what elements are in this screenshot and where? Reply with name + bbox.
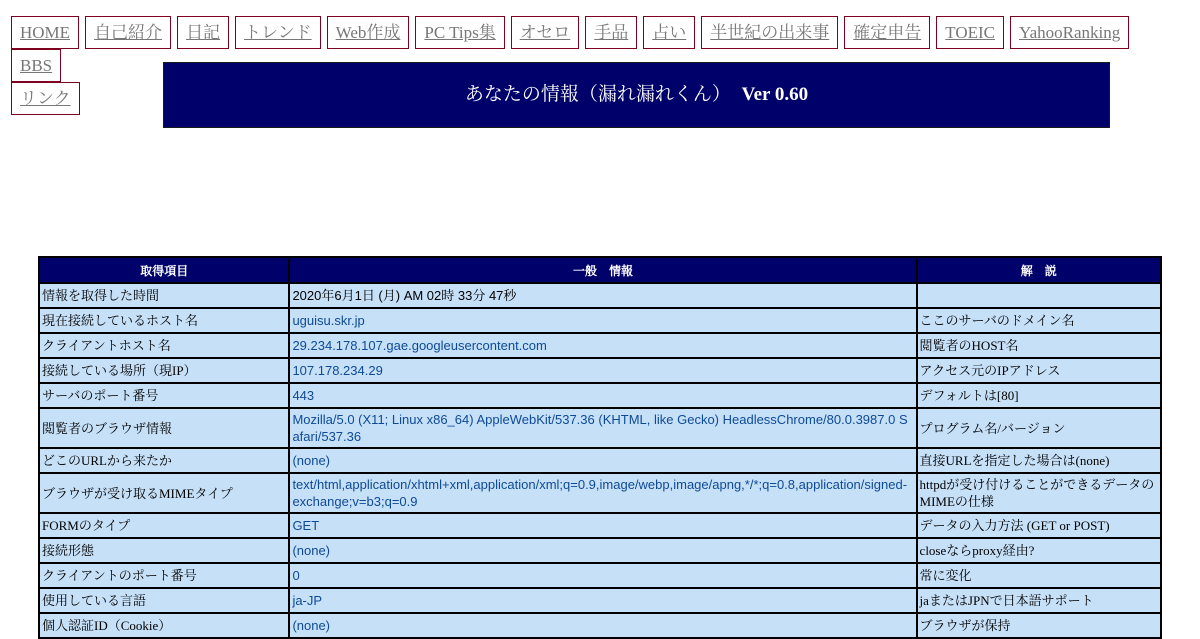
table-row — [39, 588, 1161, 613]
nav-link-links[interactable]: リンク — [11, 82, 80, 115]
row-note: ブラウザが保持 — [917, 613, 1161, 638]
nav-link-othello[interactable]: オセロ — [511, 16, 580, 49]
row-note — [917, 283, 1161, 308]
row-value: (none) — [289, 448, 916, 473]
nav-link-tax[interactable]: 確定申告 — [844, 16, 930, 49]
row-item: 接続形態 — [39, 538, 289, 563]
row-note: jaまたはJPNで日本語サポート — [917, 588, 1161, 613]
header-note: 解 説 — [917, 257, 1161, 283]
page-title-banner — [163, 62, 1110, 128]
row-value: 107.178.234.29 — [289, 358, 916, 383]
nav-link-home[interactable]: HOME — [11, 16, 79, 49]
row-note: アクセス元のIPアドレス — [917, 358, 1161, 383]
row-value: GET — [289, 513, 916, 538]
row-item: 現在接続しているホスト名 — [39, 308, 289, 333]
row-item: クライアントホスト名 — [39, 333, 289, 358]
row-item: 使用している言語 — [39, 588, 289, 613]
table-row — [39, 408, 1161, 448]
row-note: httpdが受け付けることができるデータのMIMEの仕様 — [917, 473, 1161, 513]
nav-link-toeic[interactable]: TOEIC — [936, 16, 1004, 49]
table-row — [39, 358, 1161, 383]
row-item: 接続している場所（現IP） — [39, 358, 289, 383]
row-note: デフォルトは[80] — [917, 383, 1161, 408]
row-note: プログラム名/バージョン — [917, 408, 1161, 448]
row-note: 常に変化 — [917, 563, 1161, 588]
header-info: 一般 情報 — [289, 257, 916, 283]
row-note: ここのサーバのドメイン名 — [917, 308, 1161, 333]
row-value: 29.234.178.107.gae.googleusercontent.com — [289, 333, 916, 358]
row-item: サーバのポート番号 — [39, 383, 289, 408]
row-note: 閲覧者のHOST名 — [917, 333, 1161, 358]
row-note: データの入力方法 (GET or POST) — [917, 513, 1161, 538]
table-row — [39, 333, 1161, 358]
table-row — [39, 383, 1161, 408]
row-item: 閲覧者のブラウザ情報 — [39, 408, 289, 448]
nav-link-trend[interactable]: トレンド — [235, 16, 321, 49]
row-item: どこのURLから来たか — [39, 448, 289, 473]
nav-link-diary[interactable]: 日記 — [177, 16, 229, 49]
row-note: 直接URLを指定した場合は(none) — [917, 448, 1161, 473]
nav-link-profile[interactable]: 自己紹介 — [85, 16, 171, 49]
table-header-row — [39, 257, 1161, 283]
version-label: Ver 0.60 — [741, 84, 809, 105]
nav-link-magic[interactable]: 手品 — [585, 16, 637, 49]
row-item: 個人認証ID（Cookie） — [39, 613, 289, 638]
row-value: 2020年6月1日 (月) AM 02時 33分 47秒 — [289, 283, 916, 308]
row-value: (none) — [289, 613, 916, 638]
row-item: 情報を取得した時間 — [39, 283, 289, 308]
header-item: 取得項目 — [39, 257, 289, 283]
row-value: Mozilla/5.0 (X11; Linux x86_64) AppleWebKit/537.36 (KHTML, like Gecko) HeadlessChrome/80.0.3987.0 Safari/537.36 — [289, 408, 916, 448]
page-title: あなたの情報（漏れ漏れくん） — [464, 84, 731, 105]
nav-link-web[interactable]: Web作成 — [327, 16, 410, 49]
info-table — [38, 256, 1162, 639]
table-row — [39, 448, 1161, 473]
row-value: (none) — [289, 538, 916, 563]
nav-link-pc-tips[interactable]: PC Tips集 — [415, 16, 504, 49]
nav-link-half-century[interactable]: 半世紀の出来事 — [701, 16, 838, 49]
row-value: 0 — [289, 563, 916, 588]
row-item: クライアントのポート番号 — [39, 563, 289, 588]
nav-link-yahoo-ranking[interactable]: YahooRanking — [1010, 16, 1129, 49]
table-row — [39, 538, 1161, 563]
table-row — [39, 513, 1161, 538]
table-row — [39, 283, 1161, 308]
row-item: FORMのタイプ — [39, 513, 289, 538]
nav-link-bbs[interactable]: BBS — [11, 49, 61, 82]
table-row — [39, 563, 1161, 588]
row-item: ブラウザが受け取るMIMEタイプ — [39, 473, 289, 513]
table-row — [39, 473, 1161, 513]
row-note: closeならproxy経由? — [917, 538, 1161, 563]
row-value: uguisu.skr.jp — [289, 308, 916, 333]
row-value: ja-JP — [289, 588, 916, 613]
table-row — [39, 308, 1161, 333]
table-row — [39, 613, 1161, 638]
nav-link-fortune[interactable]: 占い — [643, 16, 695, 49]
row-value: text/html,application/xhtml+xml,application/xml;q=0.9,image/webp,image/apng,*/*;q=0.8,application/signed-exchange;v=b3;q=0.9 — [289, 473, 916, 513]
row-value: 443 — [289, 383, 916, 408]
